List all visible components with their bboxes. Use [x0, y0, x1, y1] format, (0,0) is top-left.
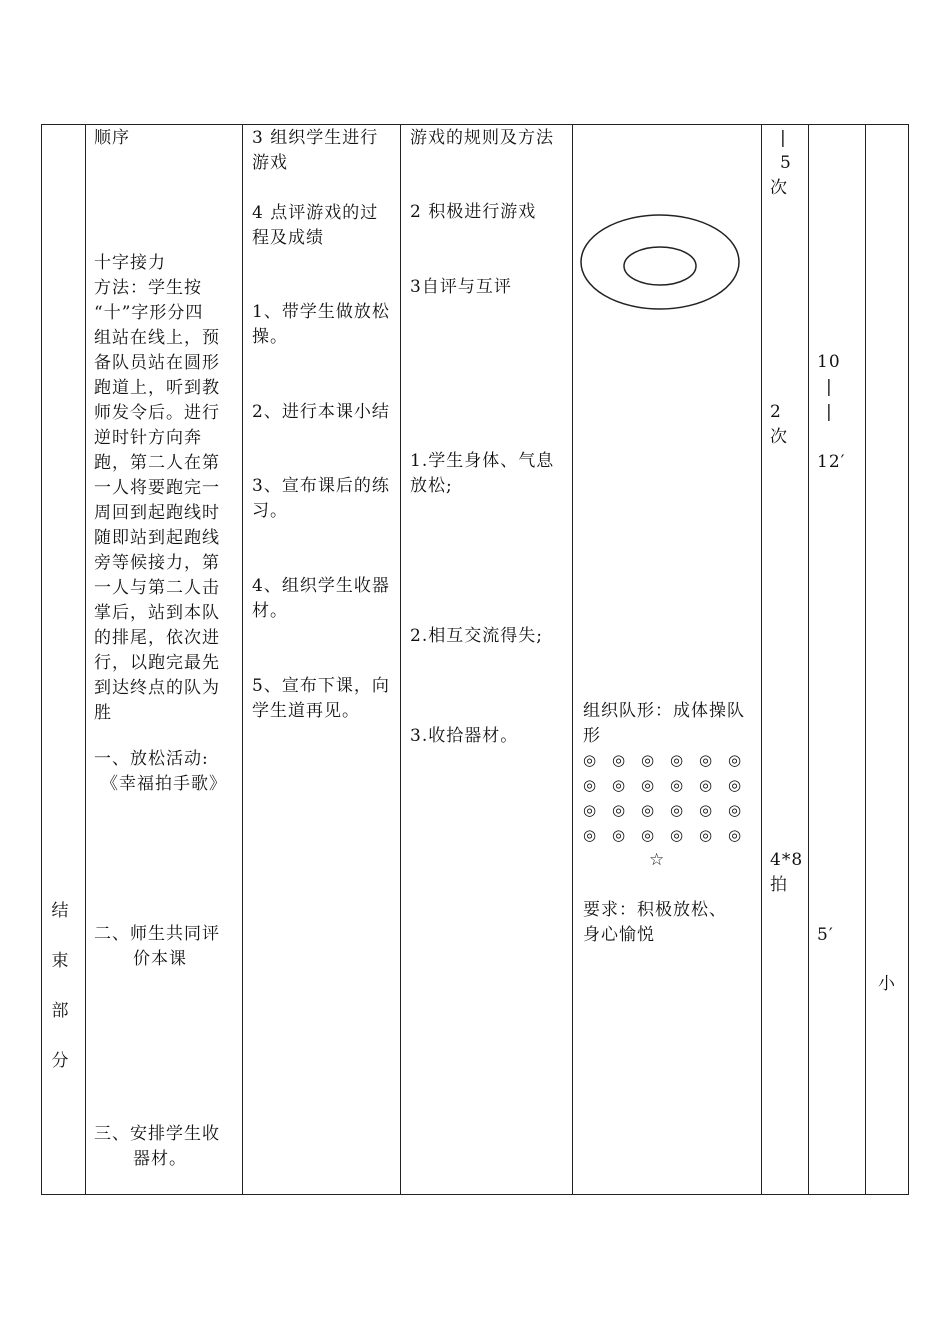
teacher-homework: 习。: [252, 501, 288, 521]
teacher-relax-exercise: 1、带学生做放松: [252, 302, 390, 322]
evaluate-line: 价本课: [133, 949, 187, 969]
student-marker: ◎: [699, 751, 713, 769]
teacher-dismiss: 学生道再见。: [252, 701, 360, 721]
student-marker: ◎: [641, 751, 655, 769]
formation-row: [583, 773, 757, 798]
student-rules: 游戏的规则及方法: [410, 128, 554, 148]
student-marker: ◎: [728, 751, 742, 769]
formation-title: 组织队形：成体操队: [583, 701, 745, 721]
equipment-line: 三、安排学生收: [94, 1124, 220, 1144]
column-divider: [761, 125, 762, 1194]
student-exchange: 2.相互交流得失;: [410, 626, 543, 646]
section-label-char: 分: [51, 1051, 69, 1071]
student-marker: ◎: [612, 751, 626, 769]
relay-method-line: 逆时针方向奔: [94, 428, 202, 448]
student-evaluate: 3自评与互评: [410, 277, 512, 297]
relay-method-line: 跑道上，听到教: [94, 378, 220, 398]
student-marker: ◎: [670, 801, 684, 819]
student-marker: ◎: [670, 751, 684, 769]
relay-method-line: 随即站到起跑线: [94, 528, 220, 548]
times-a-line: 次: [770, 178, 788, 198]
time-b: 5′: [817, 925, 834, 945]
relay-method-line: 周回到起跑线时: [94, 503, 220, 523]
student-marker: ◎: [583, 801, 597, 819]
relay-method-line: 组站在线上，预: [94, 328, 220, 348]
student-marker: ◎: [670, 826, 684, 844]
student-marker: ◎: [641, 826, 655, 844]
column-divider: [242, 125, 243, 1194]
relay-method-line: 旁等候接力，第: [94, 553, 220, 573]
formation-title: 形: [583, 726, 601, 746]
teacher-review-game: 程及成绩: [252, 228, 324, 248]
student-relax: 1.学生身体、气息: [410, 451, 555, 471]
teacher-summary: 2、进行本课小结: [252, 402, 390, 422]
relay-method-line: 跑，第二人在第: [94, 453, 220, 473]
student-marker: ◎: [583, 751, 597, 769]
student-marker: ◎: [728, 776, 742, 794]
relay-method-line: “十”字形分四: [94, 303, 204, 323]
column-divider: [85, 125, 86, 1194]
times-a-line: |: [780, 128, 787, 148]
equipment-line: 器材。: [133, 1149, 187, 1169]
relax-activity-line: 一、放松活动:: [94, 749, 209, 769]
section-label-char: 部: [51, 1001, 69, 1021]
relax-activity-line: 《幸福拍手歌》: [101, 774, 227, 794]
relay-method-line: 行，以跑完最先: [94, 653, 220, 673]
circular-track-diagram: [576, 205, 746, 310]
student-marker: ◎: [728, 801, 742, 819]
times-b-line: 2: [770, 402, 782, 422]
teacher-relax-exercise: 操。: [252, 327, 288, 347]
relay-method-line: 方法：学生按: [94, 278, 202, 298]
student-marker: ◎: [612, 801, 626, 819]
teacher-review-game: 4 点评游戏的过: [252, 203, 379, 223]
student-marker: ◎: [612, 776, 626, 794]
student-marker: ◎: [641, 801, 655, 819]
times-b-line: 次: [770, 427, 788, 447]
teacher-organize-game: 游戏: [252, 153, 288, 173]
times-a-line: 5: [780, 153, 792, 173]
formation-row: [583, 823, 757, 848]
teacher-star-marker: ☆: [649, 850, 666, 870]
formation-row: [583, 748, 757, 773]
evaluate-line: 二、师生共同评: [94, 924, 220, 944]
relay-method-line: 备队员站在圆形: [94, 353, 220, 373]
relay-method-line: 掌后，站到本队: [94, 603, 220, 623]
last-column-note: 小: [878, 974, 896, 994]
time-a-line: 10: [817, 352, 841, 372]
student-marker: ◎: [641, 776, 655, 794]
relay-method-line: 到达终点的队为: [94, 678, 220, 698]
relay-method-line: 一人与第二人击: [94, 578, 220, 598]
student-marker: ◎: [699, 826, 713, 844]
student-marker: ◎: [699, 776, 713, 794]
relay-method-line: 的排尾，依次进: [94, 628, 220, 648]
relay-method-line: 一人将要跑完一: [94, 478, 220, 498]
student-marker: ◎: [612, 826, 626, 844]
column-divider: [808, 125, 809, 1194]
relay-method-line: 师发令后。进行: [94, 403, 220, 423]
formation-row: [583, 798, 757, 823]
column-divider: [400, 125, 401, 1194]
section-label-char: 束: [51, 951, 69, 971]
relay-method-line: 胜: [94, 703, 112, 723]
column-divider: [865, 125, 866, 1194]
time-a-line: |: [826, 402, 833, 422]
student-collect: 3.收拾器材。: [410, 726, 519, 746]
student-relax: 放松;: [410, 476, 453, 496]
requirement-text: 要求：积极放松、: [583, 900, 727, 920]
order-text: 顺序: [94, 128, 130, 148]
time-a-end: 12′: [817, 452, 846, 472]
column-divider: [572, 125, 573, 1194]
beats-line: 4*8: [770, 850, 804, 870]
student-marker: ◎: [699, 801, 713, 819]
teacher-organize-game: 3 组织学生进行: [252, 128, 379, 148]
beats-line: 拍: [770, 875, 788, 895]
teacher-dismiss: 5、宣布下课，向: [252, 676, 390, 696]
section-label-char: 结: [51, 901, 69, 921]
student-marker: ◎: [583, 826, 597, 844]
student-marker: ◎: [728, 826, 742, 844]
student-play: 2 积极进行游戏: [410, 202, 537, 222]
relay-title: 十字接力: [94, 253, 166, 273]
student-marker: ◎: [583, 776, 597, 794]
teacher-collect-equipment: 4、组织学生收器: [252, 576, 390, 596]
student-marker: ◎: [670, 776, 684, 794]
requirement-text: 身心愉悦: [583, 925, 655, 945]
formation-grid: [583, 748, 757, 848]
time-a-line: |: [826, 377, 833, 397]
teacher-homework: 3、宣布课后的练: [252, 476, 390, 496]
teacher-collect-equipment: 材。: [252, 601, 288, 621]
